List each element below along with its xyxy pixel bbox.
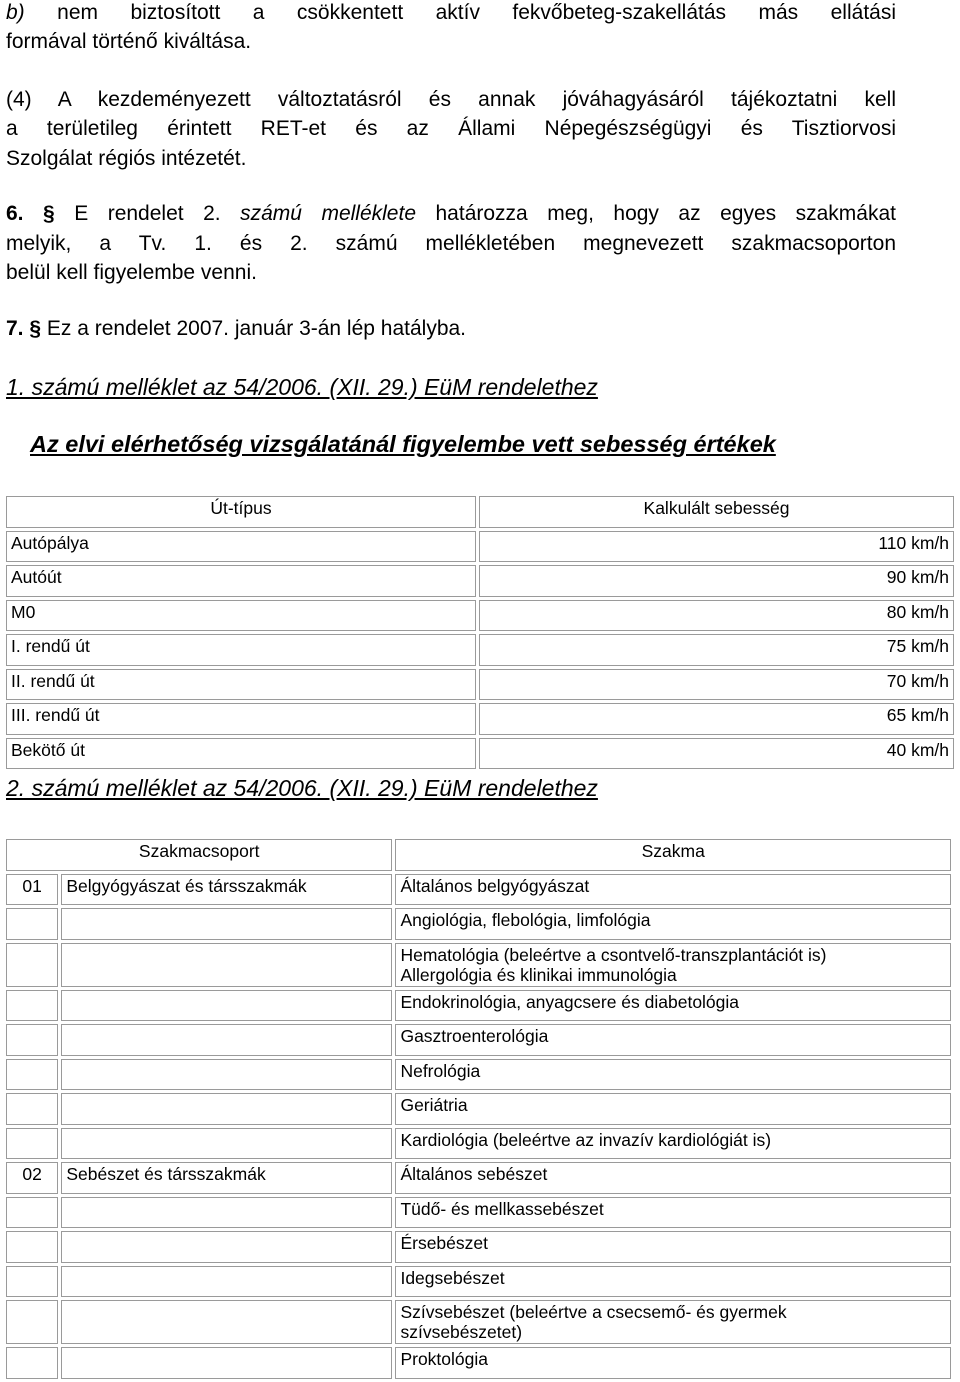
paragraph-b-line1	[6, 0, 896, 28]
column-header-speed: Kalkulált sebesség	[479, 496, 954, 528]
table-row	[6, 943, 951, 987]
b-text-line1: nem biztosított a csökkentett aktív fekvőbeteg-szakellátás más ellátási	[57, 1, 896, 24]
group-name-cell	[61, 1093, 392, 1125]
table-header-row	[6, 839, 951, 871]
group-code-cell	[6, 1128, 58, 1160]
table-row	[6, 634, 954, 666]
column-header-road-type: Út-típus	[6, 496, 476, 528]
section-6-italic: számú melléklete	[240, 202, 416, 225]
annex-2-heading: 2. számú melléklet az 54/2006. (XII. 29.) EüM rendelethez	[6, 775, 598, 801]
group-code-cell	[6, 1059, 58, 1091]
specialty-cell: Angiológia, flebológia, limfológia	[395, 908, 951, 940]
road-type-cell: Autópálya	[6, 531, 476, 563]
specialty-cell: Érsebészet	[395, 1231, 951, 1263]
table-row	[6, 531, 954, 563]
paragraph-b-line2: formával történő kiváltása.	[6, 30, 252, 53]
specialty-cell: Nefrológia	[395, 1059, 951, 1091]
paragraph-4-line1: (4) A kezdeményezett változtatásról és annak jóváhagyásáról tájékoztatni kell	[6, 88, 896, 111]
table-row	[6, 990, 951, 1022]
speed-cell: 90 km/h	[479, 565, 954, 597]
speed-cell: 70 km/h	[479, 669, 954, 701]
section-6-text-b: határozza meg, hogy az egyes szakmákat	[435, 202, 896, 225]
group-name-cell	[61, 1266, 392, 1298]
group-code-cell: 01	[6, 874, 58, 906]
specialty-cell: Gasztroenterológia	[395, 1024, 951, 1056]
section-7-text: Ez a rendelet 2007. január 3-án lép hatályba.	[46, 317, 467, 340]
specialty-cell: Endokrinológia, anyagcsere és diabetológia	[395, 990, 951, 1022]
paragraph-4-line2: a területileg érintett RET-et és az Állami Népegészségügyi és Tisztiorvosi	[6, 117, 896, 140]
section-7-number: 7.	[6, 317, 24, 340]
table-row	[6, 908, 951, 940]
section-6-line2: melyik, a Tv. 1. és 2. számú mellékletében megnevezett szakmacsoporton	[6, 232, 896, 255]
group-name-cell: Belgyógyászat és társszakmák	[61, 874, 392, 906]
table-row	[6, 1128, 951, 1160]
table-row	[6, 1197, 951, 1229]
group-name-cell	[61, 908, 392, 940]
road-type-cell: Bekötő út	[6, 738, 476, 770]
table-row	[6, 1300, 951, 1344]
specialty-cell: Általános sebészet	[395, 1162, 951, 1194]
table-row	[6, 1266, 951, 1298]
speed-table	[3, 493, 957, 772]
speed-cell: 80 km/h	[479, 600, 954, 632]
annex-1-heading: 1. számú melléklet az 54/2006. (XII. 29.) EüM rendelethez	[6, 374, 598, 400]
group-code-cell	[6, 908, 58, 940]
table-row	[6, 738, 954, 770]
section-7	[6, 314, 896, 344]
group-code-cell	[6, 1197, 58, 1229]
group-code-cell	[6, 1231, 58, 1263]
group-name-cell	[61, 1347, 392, 1379]
table-row	[6, 1024, 951, 1056]
group-code-cell: 02	[6, 1162, 58, 1194]
column-header-group: Szakmacsoport	[6, 839, 392, 871]
group-name-cell	[61, 1128, 392, 1160]
group-name-cell	[61, 1059, 392, 1091]
road-type-cell: M0	[6, 600, 476, 632]
table-row	[6, 1231, 951, 1263]
speed-cell: 65 km/h	[479, 703, 954, 735]
b-label: b)	[6, 1, 25, 24]
group-code-cell	[6, 943, 58, 987]
group-name-cell	[61, 990, 392, 1022]
specialty-cell: Kardiológia (beleértve az invazív kardiológiát is)	[395, 1128, 951, 1160]
group-name-cell	[61, 943, 392, 987]
table-row	[6, 1093, 951, 1125]
specialty-cell: Idegsebészet	[395, 1266, 951, 1298]
specialty-table	[3, 836, 954, 1382]
group-code-cell	[6, 1024, 58, 1056]
specialty-cell: Tüdő- és mellkassebészet	[395, 1197, 951, 1229]
section-sign: §	[29, 317, 42, 340]
group-name-cell	[61, 1300, 392, 1344]
road-type-cell: I. rendű út	[6, 634, 476, 666]
specialty-cell: Szívsebészet (beleértve a csecsemő- és gyermek szívsebészetet)	[395, 1300, 951, 1344]
group-code-cell	[6, 1347, 58, 1379]
speed-cell: 40 km/h	[479, 738, 954, 770]
table-header-row	[6, 496, 954, 528]
group-name-cell	[61, 1231, 392, 1263]
table-row	[6, 874, 951, 906]
group-code-cell	[6, 1300, 58, 1344]
section-6-line3: belül kell figyelembe venni.	[6, 261, 257, 284]
specialty-cell: Proktológia	[395, 1347, 951, 1379]
section-6-line1	[6, 199, 896, 229]
section-6-number: 6.	[6, 202, 24, 225]
table-row	[6, 669, 954, 701]
road-type-cell: III. rendű út	[6, 703, 476, 735]
table-row	[6, 600, 954, 632]
table-row	[6, 703, 954, 735]
specialty-cell: Geriátria	[395, 1093, 951, 1125]
group-name-cell: Sebészet és társszakmák	[61, 1162, 392, 1194]
column-header-specialty: Szakma	[395, 839, 951, 871]
table-row	[6, 1347, 951, 1379]
group-code-cell	[6, 1266, 58, 1298]
group-name-cell	[61, 1197, 392, 1229]
table-row	[6, 565, 954, 597]
group-code-cell	[6, 990, 58, 1022]
table-row	[6, 1059, 951, 1091]
group-code-cell	[6, 1093, 58, 1125]
speed-cell: 110 km/h	[479, 531, 954, 563]
specialty-cell: Hematológia (beleértve a csontvelő-transzplantációt is) Allergológia és klinikai immunológia	[395, 943, 951, 987]
road-type-cell: Autóút	[6, 565, 476, 597]
annex-1-subtitle: Az elvi elérhetőség vizsgálatánál figyelembe vett sebesség értékek	[30, 431, 776, 457]
table-row	[6, 1162, 951, 1194]
group-name-cell	[61, 1024, 392, 1056]
specialty-cell: Általános belgyógyászat	[395, 874, 951, 906]
paragraph-4-line3: Szolgálat régiós intézetét.	[6, 147, 247, 170]
section-sign: §	[43, 202, 55, 225]
section-6-text-a: E rendelet 2.	[74, 202, 221, 225]
speed-cell: 75 km/h	[479, 634, 954, 666]
road-type-cell: II. rendű út	[6, 669, 476, 701]
